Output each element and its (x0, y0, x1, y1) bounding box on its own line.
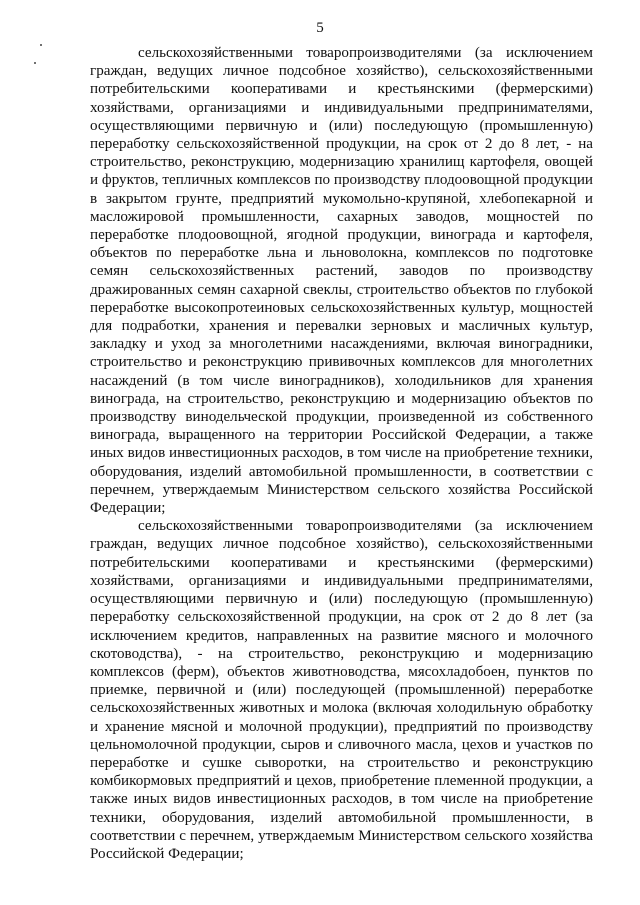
document-body (90, 44, 593, 863)
paragraph: сельскохозяйственными товаропроизводителями (за исключением граждан, ведущих личное подсобное хозяйство), сельскохозяйственными потребительскими кооперативами и крестьянскими (фермерскими) хозяйствами, организациями и индивидуальными предпринимателями, осуществляющими первичную и (или) последующую (промышленную) переработку сельскохозяйственной продукции, на срок от 2 до 8 лет (за исключением кредитов, направленных на развитие мясного и молочного скотоводства), - на строительство, реконструкцию и модернизацию комплексов (ферм), объектов животноводства, мясохладобоен, пунктов по приемке, первичной и (или) последующей (промышленной) переработке сельскохозяйственных животных и молока (включая холодильную обработку и хранение мясной и молочной продукции), предприятий по производству цельномолочной продукции, сыров и сливочного масла, цехов и участков по переработке и сушке сыворотки, на строительство и реконструкцию комбикормовых предприятий и цехов, приобретение племенной продукции, а также иных видов инвестиционных расходов, в том числе на приобретение техники, оборудования, изделий автомобильной промышленности, в соответствии с перечнем, утверждаемым Министерством сельского хозяйства Российской Федерации; (90, 518, 593, 862)
scan-speck (34, 62, 36, 64)
scan-speck (40, 44, 42, 46)
paragraph: сельскохозяйственными товаропроизводителями (за исключением граждан, ведущих личное подсобное хозяйство), сельскохозяйственными потребительскими кооперативами и крестьянскими (фермерскими) хозяйствами, организациями и индивидуальными предпринимателями, осуществляющими первичную и (или) последующую (промышленную) переработку сельскохозяйственной продукции, на срок от 2 до 8 лет, - на строительство, реконструкцию, модернизацию хранилищ картофеля, овощей и фруктов, тепличных комплексов по производству плодоовощной продукции в закрытом грунте, предприятий мукомольно-крупяной, хлебопекарной и масложировой промышленности, сахарных заводов, мощностей по переработке плодоовощной, ягодной продукции, винограда и картофеля, объектов по переработке льна и льноволокна, комплексов по подготовке семян сельскохозяйственных растений, заводов по производству дражированных семян сахарной свеклы, строительство объектов по глубокой переработке высокопротеиновых сельскохозяйственных культур, мощностей для подработки, хранения и перевалки зерновых и масличных культур, закладку и уход за многолетними насаждениями, включая виноградники, строительство и реконструкцию прививочных комплексов для многолетних насаждений (в том числе виноградников), холодильников для хранения винограда, на строительство, реконструкцию и модернизацию объектов по производству винодельческой продукции, произведенной из собственного винограда, выращенного на территории Российской Федерации, а также иных видов инвестиционных расходов, в том числе на приобретение техники, оборудования, изделий автомобильной промышленности, в соответствии с перечнем, утверждаемым Министерством сельского хозяйства Российской Федерации; (90, 45, 593, 517)
page-number: 5 (316, 20, 324, 36)
